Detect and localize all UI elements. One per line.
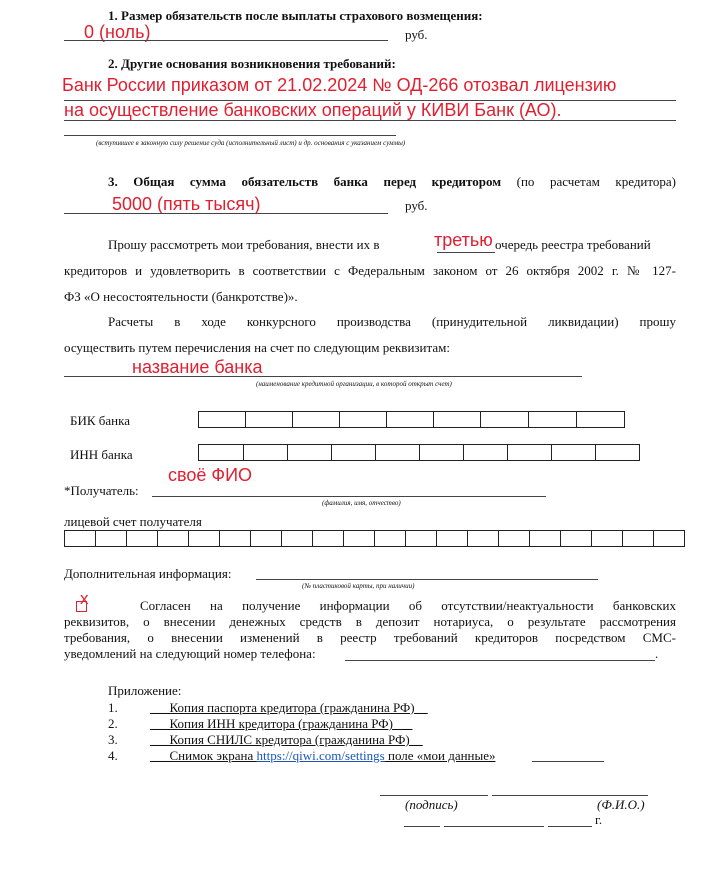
bik-input[interactable] xyxy=(198,411,625,428)
account-cell[interactable] xyxy=(343,530,374,547)
queue-field[interactable]: третью xyxy=(434,230,493,250)
account-cell[interactable] xyxy=(281,530,312,547)
year-suffix: г. xyxy=(595,812,603,827)
full-name-line[interactable] xyxy=(492,795,648,796)
request-line2: кредиторов и удовлетворить в соответствии с Федеральным законом от 26 октября 2002 г. № 127- xyxy=(64,263,676,278)
account-cell[interactable] xyxy=(312,530,343,547)
section1-title: 1. Размер обязательств после выплаты страхового возмещения: xyxy=(108,8,483,23)
other-grounds-field-line2[interactable]: на осуществление банковских операций у КИВИ Банк (АО). xyxy=(64,100,562,120)
account-label: лицевой счет получателя xyxy=(64,514,202,529)
attachment-num-4: 4. xyxy=(108,748,118,763)
account-cell[interactable] xyxy=(591,530,622,547)
inn-cell[interactable] xyxy=(375,444,419,461)
account-cell[interactable] xyxy=(560,530,591,547)
bik-cell[interactable] xyxy=(576,411,625,428)
bik-cell[interactable] xyxy=(339,411,386,428)
section3-title-row xyxy=(108,174,676,190)
account-cell[interactable] xyxy=(126,530,157,547)
section3-title: 3. Общая сумма обязательств банка перед кредитором xyxy=(108,174,502,189)
unit-rub: руб. xyxy=(405,27,428,42)
inn-cell[interactable] xyxy=(287,444,331,461)
inn-cell[interactable] xyxy=(551,444,595,461)
inn-cell[interactable] xyxy=(243,444,287,461)
request-line3: ФЗ «О несостоятельности (банкротстве)». xyxy=(64,289,298,304)
date-year-line[interactable] xyxy=(548,826,592,827)
account-input[interactable] xyxy=(64,530,685,547)
recipient-caption: (фамилия, имя, отчество) xyxy=(322,499,401,507)
inn-cell[interactable] xyxy=(507,444,551,461)
consent-check-mark: x xyxy=(80,589,89,608)
section2-title: 2. Другие основания возникновения требований: xyxy=(108,56,396,71)
attachments-title: Приложение: xyxy=(108,683,182,698)
grounds-caption: (вступившее в законную силу решение суда (исполнительный лист) и др. основания с указанием суммы) xyxy=(96,139,406,147)
bik-cell[interactable] xyxy=(386,411,433,428)
request-line1-a: Прошу рассмотреть мои требования, внести их в xyxy=(108,237,380,252)
bank-name-caption: (наименование кредитной организации, в которой открыт счет) xyxy=(256,380,452,388)
account-cell[interactable] xyxy=(64,530,95,547)
attachment-num-2: 2. xyxy=(108,716,118,731)
payment-line1: Расчеты в ходе конкурсного производства (принудительной ликвидации) прошу xyxy=(108,314,676,329)
recipient-label: *Получатель: xyxy=(64,483,139,498)
request-line1-b: очередь реестра требований xyxy=(495,237,651,252)
recipient-underline xyxy=(152,496,546,497)
account-cell[interactable] xyxy=(95,530,126,547)
inn-cell[interactable] xyxy=(198,444,243,461)
attachment-num-1: 1. xyxy=(108,700,118,715)
inn-cell[interactable] xyxy=(331,444,375,461)
extra-info-underline[interactable] xyxy=(256,579,598,580)
inn-cell[interactable] xyxy=(419,444,463,461)
consent-line4: уведомлений на следующий номер телефона: xyxy=(64,646,316,661)
date-day-line[interactable] xyxy=(404,826,440,827)
bik-cell[interactable] xyxy=(198,411,245,428)
debt-amount-underline xyxy=(64,40,388,41)
consent-period: . xyxy=(655,646,659,661)
attachment-item-4-tail xyxy=(532,761,604,762)
account-cell[interactable] xyxy=(467,530,498,547)
bik-cell[interactable] xyxy=(433,411,480,428)
inn-input[interactable] xyxy=(198,444,640,461)
grounds-underline-2 xyxy=(64,120,676,121)
attachment-item-1: ___Копия паспорта кредитора (гражданина РФ)__ xyxy=(150,700,428,715)
bik-cell[interactable] xyxy=(245,411,292,428)
signature-line[interactable] xyxy=(380,795,488,796)
full-name-caption: (Ф.И.О.) xyxy=(597,797,645,812)
attachment-item-4-post: поле «мои данные» xyxy=(384,748,496,763)
bank-name-underline xyxy=(64,376,582,377)
attachment-num-3: 3. xyxy=(108,732,118,747)
extra-info-caption: (№ пластиковой карты, при наличии) xyxy=(302,582,415,590)
account-cell[interactable] xyxy=(157,530,188,547)
inn-cell[interactable] xyxy=(463,444,507,461)
recipient-field[interactable]: своё ФИО xyxy=(168,465,253,485)
qiwi-settings-link[interactable]: https://qiwi.com/settings xyxy=(256,748,385,763)
account-cell[interactable] xyxy=(219,530,250,547)
other-grounds-field-line1[interactable]: Банк России приказом от 21.02.2024 № ОД-266 отозвал лицензию xyxy=(62,75,617,95)
bik-cell[interactable] xyxy=(528,411,576,428)
account-cell[interactable] xyxy=(374,530,405,547)
account-cell[interactable] xyxy=(653,530,685,547)
signature-caption: (подпись) xyxy=(405,797,458,812)
account-cell[interactable] xyxy=(436,530,467,547)
bik-cell[interactable] xyxy=(480,411,528,428)
attachment-item-4 xyxy=(150,748,496,764)
phone-number-field[interactable] xyxy=(345,660,655,661)
consent-line2: реквизитов, о внесении денежных средств в депозит нотариуса, о результате рассмотрения xyxy=(64,614,676,629)
queue-underline xyxy=(437,252,495,253)
total-amount-field[interactable]: 5000 (пять тысяч) xyxy=(112,194,261,214)
account-cell[interactable] xyxy=(250,530,281,547)
payment-line2: осуществить путем перечисления на счет по следующим реквизитам: xyxy=(64,340,450,355)
unit-rub-2: руб. xyxy=(405,198,428,213)
consent-line3: требования, о внесении изменений в реестр требований кредиторов посредством СМС- xyxy=(64,630,676,645)
bik-cell[interactable] xyxy=(292,411,339,428)
account-cell[interactable] xyxy=(529,530,560,547)
account-cell[interactable] xyxy=(622,530,653,547)
account-cell[interactable] xyxy=(498,530,529,547)
bik-label: БИК банка xyxy=(70,413,131,428)
attachment-item-4-pre: ___Снимок экрана xyxy=(150,748,257,763)
account-cell[interactable] xyxy=(405,530,436,547)
debt-amount-field[interactable]: 0 (ноль) xyxy=(84,22,151,42)
extra-info-label: Дополнительная информация: xyxy=(64,566,232,581)
consent-line1: Согласен на получение информации об отсутствии/неактуальности банковских xyxy=(140,598,676,613)
inn-cell[interactable] xyxy=(595,444,640,461)
account-cell[interactable] xyxy=(188,530,219,547)
date-month-line[interactable] xyxy=(444,826,544,827)
inn-label: ИНН банка xyxy=(70,447,133,462)
section3-title-tail: (по расчетам кредитора) xyxy=(516,174,676,189)
attachment-item-2: ___Копия ИНН кредитора (гражданина РФ)___ xyxy=(150,716,413,731)
total-amount-underline xyxy=(64,213,388,214)
grounds-underline-3 xyxy=(64,135,396,136)
bank-name-field[interactable]: название банка xyxy=(132,357,263,377)
attachment-item-3: ___Копия СНИЛС кредитора (гражданина РФ)__ xyxy=(150,732,423,747)
